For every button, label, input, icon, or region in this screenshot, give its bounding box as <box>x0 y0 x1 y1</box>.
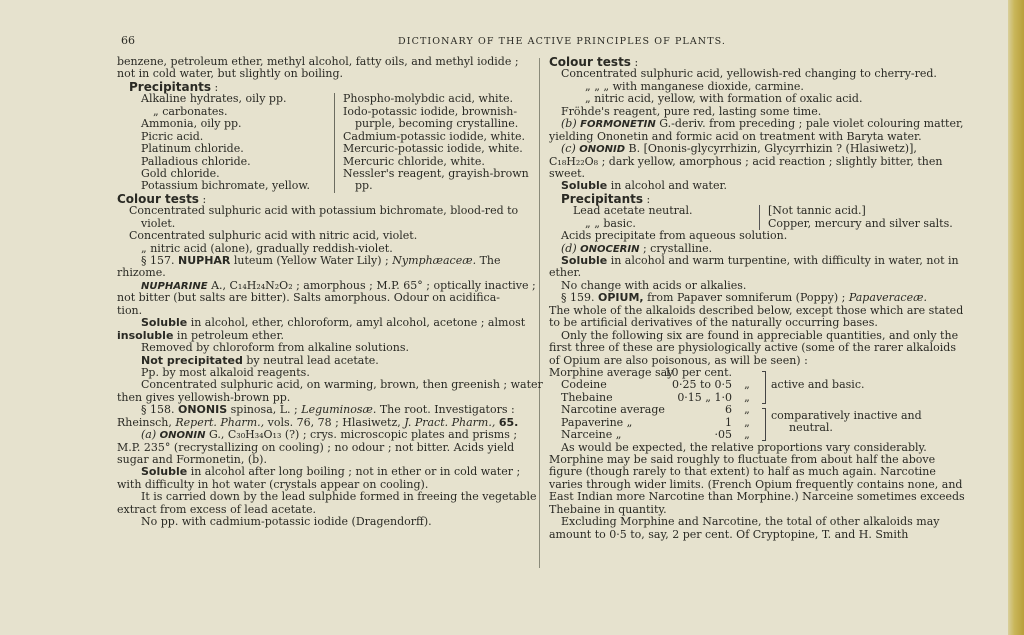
list-item: Copper, mercury and silver salts. <box>768 216 953 230</box>
solubility-line: Soluble in alcohol after long boiling ; not in ether or in cold water ; <box>141 465 521 479</box>
list-item: pp. <box>355 179 373 193</box>
onocerin-entry: (d) ONOCERIN ; crystalline. <box>561 241 713 255</box>
text-line: Acids precipitate from aqueous solution. <box>561 229 788 243</box>
text-line: figure (though rarely to that extent) to half as much again. Narcotine <box>549 465 936 479</box>
text-line: Excluding Morphine and Narcotine, the total of other alkaloids may <box>561 515 940 529</box>
text-line: As would be expected, the relative proportions vary considerably. <box>561 440 927 454</box>
text-line: amount to 0·5 to, say, 2 per cent. Of Cryptopine, T. and H. Smith <box>549 527 909 541</box>
page-number: 66 <box>121 34 135 47</box>
text-line: varies through wider limits. (French Opium frequently contains none, and <box>549 477 963 491</box>
list-item: Mercuric chloride, white. <box>343 154 485 168</box>
table-row: Thebaine 0·15 „ 1·0 „ <box>561 390 750 404</box>
group-label-inactive: comparatively inactive and <box>771 408 922 422</box>
text-line: with difficulty in hot water (crystals appear on cooling). <box>117 477 429 491</box>
list-item: purple, becoming crystalline. <box>355 117 519 131</box>
list-item: Phospho-molybdic acid, white. <box>343 92 513 106</box>
text-line: The whole of the alkaloids described below, except those which are stated <box>549 303 964 317</box>
text-line: No pp. with cadmium-potassic iodide (Dragendorff). <box>141 515 432 529</box>
text-line: rhizome. <box>117 266 166 280</box>
text-line: first three of these are physiologically active (some of the rarer alkaloids <box>549 341 956 355</box>
text-line: tion. <box>117 303 143 317</box>
left-column <box>117 55 543 529</box>
text-line: „ nitric acid, yellow, with formation of oxalic acid. <box>585 92 863 106</box>
list-item: „ carbonates. <box>153 104 228 118</box>
text-line: yielding Ononetin and formic acid on treatment with Baryta water. <box>549 129 922 143</box>
formonetin-entry: (b) FORMONETIN G.-deriv. from preceding ; pale violet colouring matter, <box>561 117 964 131</box>
text-line: C₁₈H₂₂O₈ ; dark yellow, amorphous ; acid reaction ; slightly bitter, then <box>549 154 943 168</box>
precipitants-list <box>549 205 969 230</box>
table-row: Codeine 0·25 to 0·5 „ <box>561 378 750 392</box>
solubility-line: Soluble in alcohol and water. <box>561 179 727 193</box>
section-158-heading: § 158. ONONIS spinosa, L. ; Leguminosæ. The root. Investigators : <box>141 403 515 417</box>
text-line: It is carried down by the lead sulphide formed in freeing the vegetable <box>141 490 537 504</box>
list-item: Cadmium-potassic iodide, white. <box>343 129 525 143</box>
section-159-heading: § 159. OPIUM, from Papaver somniferum (Poppy) ; Papaveraceæ. <box>561 291 927 305</box>
text-line: No change with acids or alkalies. <box>561 278 747 292</box>
text-line: not bitter (but salts are bitter). Salts amorphous. Odour on acidifica- <box>117 291 500 305</box>
list-item: Picric acid. <box>141 129 204 143</box>
text-line: Removed by chloroform from alkaline solutions. <box>141 341 409 355</box>
text-line: Concentrated sulphuric acid, yellowish-red changing to cherry-red. <box>561 67 937 81</box>
text-line: Concentrated sulphuric acid, on warming, brown, then greenish ; water <box>141 378 543 392</box>
text-line: to be artificial derivatives of the naturally occurring bases. <box>549 316 878 330</box>
list-item: Lead acetate neutral. <box>573 204 693 218</box>
text-line: of Opium are also poisonous, as will be seen) : <box>549 353 808 367</box>
list-item: Mercuric-potassic iodide, white. <box>343 142 523 156</box>
precipitants-heading: Precipitants : <box>561 191 651 206</box>
list-item: Platinum chloride. <box>141 142 244 156</box>
list-item: Iodo-potassic iodide, brownish- <box>343 104 518 118</box>
text-line: Only the following six are found in appreciable quantities, and only the <box>561 328 959 342</box>
text-line: ether. <box>549 266 582 280</box>
list-item: Palladious chloride. <box>141 154 251 168</box>
list-item: „ „ basic. <box>585 216 636 230</box>
text-line: Thebaine in quantity. <box>549 502 667 516</box>
ononin-entry: (a) ONONIN G., C₃₀H₃₄O₁₃ (?) ; crys. microscopic plates and prisms ; <box>141 428 518 442</box>
investigators-line: Rheinsch, Repert. Pharm., vols. 76, 78 ; Hlasiwetz, J. Pract. Pharm., 65. <box>117 415 519 429</box>
insolubility-line: insoluble in petroleum ether. <box>117 328 284 342</box>
book-spine-edge <box>1008 0 1024 635</box>
text-line: Morphine may be said roughly to fluctuate from about half the above <box>549 453 936 466</box>
table-row: Papaverine „ 1 „ <box>561 415 750 429</box>
brace-inactive-group <box>762 408 766 441</box>
table-row: Narceine „ ·05 „ <box>561 428 750 442</box>
text-line: „ „ „ with manganese dioxide, carmine. <box>585 79 804 93</box>
text-line: M.P. 235° (recrystallizing on cooling) ; no odour ; not bitter. Acids yield <box>117 440 515 454</box>
right-column <box>549 56 969 541</box>
text-line: extract from excess of lead acetate. <box>117 502 317 516</box>
text-line: Fröhde's reagent, pure red, lasting some time. <box>561 104 822 118</box>
solubility-line: Soluble in alcohol and warm turpentine, with difficulty in water, not in <box>561 254 959 267</box>
list-item: [Not tannic acid.] <box>768 204 866 218</box>
table-row: Morphine average say 10 per cent. <box>549 365 732 379</box>
text-line: benzene, petroleum ether, methyl alcohol, fatty oils, and methyl iodide ; <box>117 55 519 68</box>
group-label-active: active and basic. <box>771 377 865 391</box>
text-line: „ nitric acid (alone), gradually reddish-violet. <box>141 241 393 255</box>
nupharine-entry: NUPHARINE A., C₁₄H₂₄N₂O₂ ; amorphous ; M.P. 65° ; optically inactive ; <box>141 278 536 292</box>
colour-tests-heading: Colour tests : <box>549 55 639 69</box>
section-157-heading: § 157. NUPHAR luteum (Yellow Water Lily) ; Nymphæaceæ. The <box>141 254 501 267</box>
text-line: Concentrated sulphuric acid with nitric acid, violet. <box>129 229 418 243</box>
column-divider <box>539 58 540 568</box>
brace-active-group <box>762 371 766 404</box>
list-item: Nessler's reagent, grayish-brown <box>343 166 529 180</box>
list-item: Potassium bichromate, yellow. <box>141 179 310 193</box>
text-line: sugar and Formonetin, (b). <box>117 453 267 466</box>
not-precipitated-line: Not precipitated by neutral lead acetate. <box>141 353 379 367</box>
list-item: Alkaline hydrates, oily pp. <box>141 92 287 106</box>
text-line: East Indian more Narcotine than Morphine.) Narceine sometimes exceeds <box>549 490 965 504</box>
running-header <box>0 36 1010 50</box>
group-label-inactive: neutral. <box>789 420 833 434</box>
solubility-line: Soluble in alcohol, ether, chloroform, amyl alcohol, acetone ; almost <box>141 316 526 330</box>
text-line: sweet. <box>549 166 585 180</box>
text-line: then gives yellowish-brown pp. <box>117 390 291 404</box>
table-row: Narcotine average 6 „ <box>561 403 750 417</box>
text-line: Pp. by most alkaloid reagents. <box>141 365 310 379</box>
colour-tests-heading: Colour tests : <box>117 191 207 206</box>
list-item: Ammonia, oily pp. <box>141 117 242 131</box>
text-line: Concentrated sulphuric acid with potassium bichromate, blood-red to <box>129 204 519 218</box>
running-title: DICTIONARY OF THE ACTIVE PRINCIPLES OF PLANTS. <box>398 36 727 47</box>
text-line: not in cold water, but slightly on boiling. <box>117 67 344 81</box>
precipitants-list <box>117 93 532 193</box>
precipitants-heading: Precipitants : <box>129 79 219 94</box>
list-item: Gold chloride. <box>141 166 220 180</box>
ononid-entry: (c) ONONID B. [Ononis-glycyrrhizin, Glycyrrhizin ? (Hlasiwetz)], <box>561 142 917 156</box>
opium-alkaloid-table <box>549 367 969 442</box>
text-line: violet. <box>141 216 176 230</box>
